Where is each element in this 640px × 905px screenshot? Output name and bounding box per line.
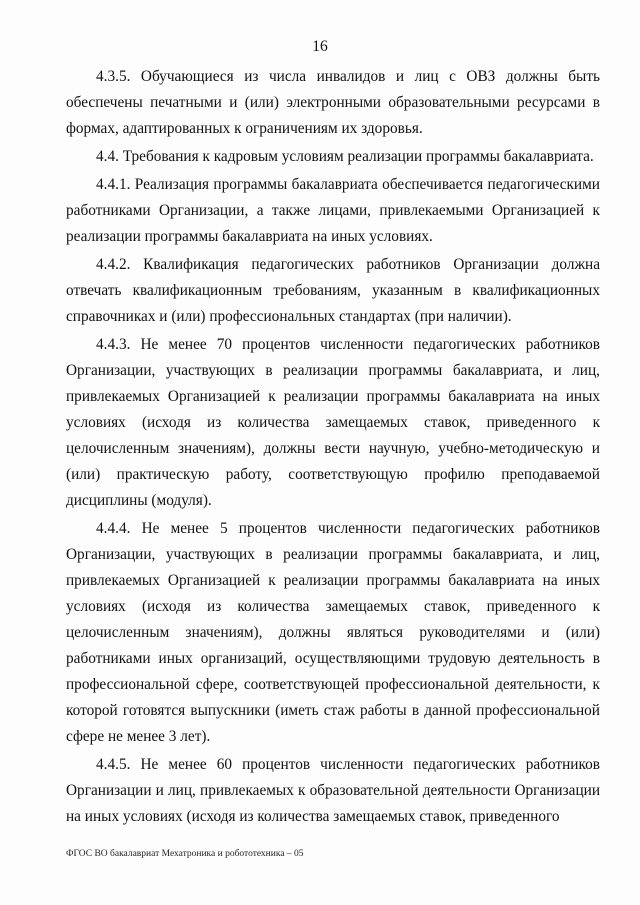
paragraph-4-4-5: 4.4.5. Не менее 60 процентов численности педагогических работников Организации и лиц, привлекаемых к образовательной деятельности Организации на иных условиях (исходя из количества замещаемых ставок, приведенного <box>66 756 600 825</box>
page-number: 16 <box>312 38 328 55</box>
paragraph-4-4-2: 4.4.2. Квалификация педагогических работников Организации должна отвечать квалификационным требованиям, указанным в квалификационных справочниках и (или) профессиональных стандартах (при наличии). <box>66 256 600 325</box>
paragraph-4-3-5: 4.3.5. Обучающиеся из числа инвалидов и лиц с ОВЗ должны быть обеспечены печатными и (или) электронными образовательными ресурсами в формах, адаптированных к ограничениям их здоровья. <box>66 68 600 137</box>
paragraph-4-4-1: 4.4.1. Реализация программы бакалавриата обеспечивается педагогическими работниками Организации, а также лицами, привлекаемыми Организацией к реализации программы бакалавриата на иных условиях. <box>66 176 600 245</box>
paragraph-4-4-heading: 4.4. Требования к кадровым условиям реализации программы бакалавриата. <box>96 148 594 165</box>
paragraph-4-4-3: 4.4.3. Не менее 70 процентов численности педагогических работников Организации, участвующих в реализации программы бакалавриата, и лиц, привлекаемых Организацией к реализации программы бакалавриата на иных условиях (исходя из количества замещаемых ставок, приведенного к целочисленным значениям), должны вести научную, учебно-методическую и (или) практическую работу, соответствующую профилю преподаваемой дисциплины (модуля). <box>66 336 600 509</box>
paragraph-4-4-4: 4.4.4. Не менее 5 процентов численности педагогических работников Организации, участвующих в реализации программы бакалавриата, и лиц, привлекаемых Организацией к реализации программы бакалавриата на иных условиях (исходя из количества замещаемых ставок, приведенного к целочисленным значениям), должны являться руководителями и (или) работниками иных организаций, осуществляющими трудовую деятельность в профессиональной сфере, соответствующей профессиональной деятельности, к которой готовятся выпускники (иметь стаж работы в данной профессиональной сфере не менее 3 лет). <box>66 520 600 745</box>
document-body <box>66 64 600 830</box>
footer-note: ФГОС ВО бакалавриат Мехатроника и робототехника – 05 <box>66 849 304 859</box>
